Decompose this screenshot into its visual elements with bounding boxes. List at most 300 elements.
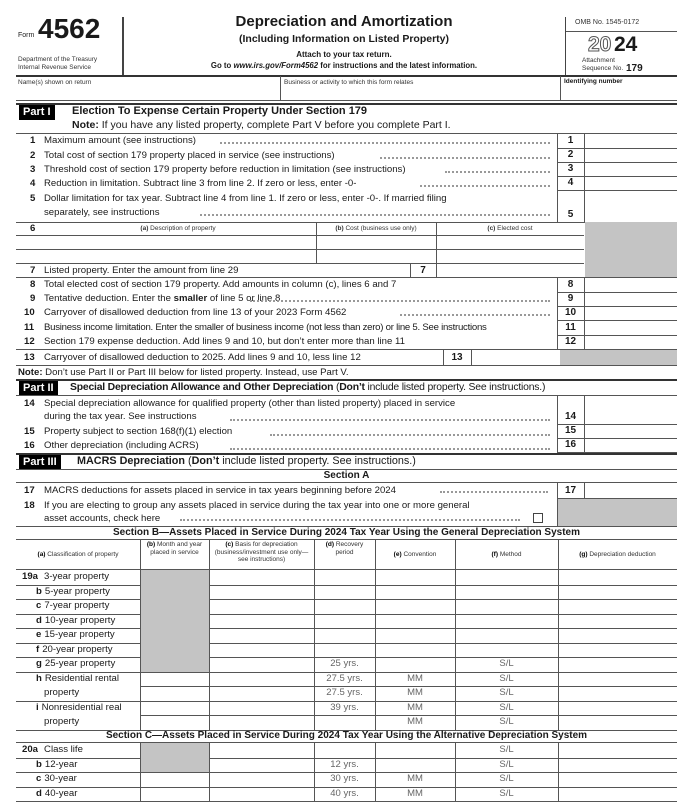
part-2-paren: (	[333, 382, 340, 393]
column-label: Depreciation deduction	[589, 551, 656, 558]
cell-divider	[314, 758, 315, 773]
line-10-rule	[557, 320, 677, 321]
depreciation-deduction-input[interactable]	[559, 686, 677, 701]
column-label: Recovery period	[335, 541, 364, 556]
depreciation-deduction-input[interactable]	[559, 657, 677, 672]
cell-divider	[455, 657, 456, 672]
row-convention: MM	[407, 701, 423, 713]
section-a-heading: Section A	[323, 470, 370, 481]
part-1-title: Election To Expense Certain Property Under Section 179	[72, 105, 368, 117]
shaded-cell	[141, 758, 209, 773]
depreciation-deduction-input[interactable]	[559, 787, 677, 802]
cell-divider	[314, 599, 315, 614]
line-1-amount-input[interactable]	[585, 135, 677, 148]
cell-divider	[209, 657, 210, 672]
row-id: d	[36, 614, 42, 626]
column-label: Convention	[403, 551, 437, 558]
row-method: S/L	[499, 701, 514, 713]
row-recovery-period: 27.5 yrs.	[326, 687, 363, 698]
row-id: c	[36, 600, 42, 611]
line-4-number: 4	[30, 178, 36, 189]
line-19-row-label	[36, 658, 115, 670]
line-3-amount-input[interactable]	[585, 163, 677, 176]
cell-divider	[314, 772, 315, 787]
line-19-row-label	[36, 600, 109, 612]
line-18-text: If you are electing to group any assets placed in service during the tax year into one or more general	[44, 500, 470, 511]
line-3-text: Threshold cost of section 179 property before reduction in limitation (see instructions)	[44, 164, 406, 175]
cell-divider	[375, 643, 376, 658]
row-id: b	[36, 585, 42, 597]
row-method: S/L	[499, 744, 514, 755]
column-divider	[375, 539, 376, 569]
cell-divider	[375, 628, 376, 643]
row-classification: 15-year property	[44, 629, 115, 640]
col-b-letter: (b)	[335, 225, 344, 232]
cell-divider	[455, 628, 456, 643]
col-c-letter: (c)	[487, 225, 496, 232]
row-recovery-period: 40 yrs.	[330, 787, 359, 799]
row-recovery-period: 39 yrs.	[330, 701, 359, 713]
line-16-amount-input[interactable]	[585, 439, 677, 452]
row-id: b	[36, 758, 42, 770]
row-classification: 7-year property	[44, 600, 110, 611]
line-6-cost-input-1[interactable]	[317, 236, 435, 249]
cell-divider	[140, 715, 141, 730]
sequence-number: 179	[626, 63, 643, 74]
line-20-row-label	[36, 788, 77, 800]
line-5-text: Dollar limitation for tax year. Subtract line 4 from line 1. If zero or less, enter -0-. If married filing	[44, 193, 447, 204]
cell-divider	[140, 599, 141, 614]
part-3-dont: Don’t	[191, 455, 220, 467]
row-convention: MM	[407, 773, 423, 784]
line-3-number: 3	[30, 164, 36, 175]
line-8-text: Total elected cost of section 179 property. Add amounts in column (c), lines 6 and 7	[44, 279, 397, 290]
part-2-dont: Don’t	[339, 382, 365, 393]
month-year-input[interactable]	[141, 787, 209, 802]
row-classification: Nonresidential real	[41, 701, 122, 713]
line-9-text-post: of line 5 or line 8	[207, 293, 281, 304]
line-10-number: 10	[24, 307, 35, 318]
basis-input[interactable]	[210, 743, 314, 758]
row-convention: MM	[407, 787, 423, 799]
row-id: 19a	[22, 571, 39, 582]
line-15-text: Property subject to section 168(f)(1) election	[44, 426, 233, 437]
depreciation-deduction-input[interactable]	[559, 628, 677, 643]
cell-divider	[140, 643, 141, 658]
basis-input[interactable]	[210, 599, 314, 614]
cell-divider	[558, 628, 559, 643]
cell-divider	[140, 772, 141, 787]
line-17-amount-input[interactable]	[585, 483, 677, 497]
form-number: 4562	[38, 13, 101, 44]
line13-bottom-rule	[16, 365, 677, 366]
cell-divider	[314, 715, 315, 730]
depreciation-deduction-input[interactable]	[559, 643, 677, 658]
line-14-number: 14	[24, 398, 35, 409]
line-6-elected-input-2[interactable]	[437, 250, 583, 263]
shaded-cell	[141, 657, 209, 672]
business-label: Business or activity to which this form relates	[284, 79, 414, 86]
row-classification: 10-year property	[44, 614, 116, 626]
cell-divider	[209, 758, 210, 773]
cell-divider	[140, 743, 141, 758]
leader-dots	[400, 306, 550, 316]
column-header-g	[558, 551, 677, 559]
line-18-text-2: asset accounts, check here	[44, 513, 161, 524]
cell-divider	[140, 758, 141, 773]
cell-divider	[140, 614, 141, 629]
row-classification: 40-year	[44, 787, 78, 799]
line-1-text: Maximum amount (see instructions)	[44, 135, 196, 146]
cell-divider	[455, 743, 456, 758]
depreciation-deduction-input[interactable]	[559, 672, 677, 687]
month-year-input[interactable]	[141, 715, 209, 730]
line-14-amount-input[interactable]	[585, 397, 677, 424]
row-recovery-period: 25 yrs.	[330, 658, 359, 669]
leader-dots	[380, 149, 550, 159]
shaded-cell	[141, 643, 209, 658]
leader-dots	[250, 292, 550, 302]
line6-top-rule	[16, 222, 584, 223]
basis-input[interactable]	[210, 772, 314, 787]
name-label: Name(s) shown on return	[18, 79, 92, 86]
line-7-text: Listed property. Enter the amount from line 29	[44, 265, 239, 276]
row-id: c	[36, 773, 42, 784]
header-rule	[16, 75, 677, 77]
line-12-amount-input[interactable]	[585, 336, 677, 349]
attach-instruction: Attach to your tax return.	[296, 50, 392, 59]
note-label: Note:	[72, 119, 99, 131]
line-8-amount-input[interactable]	[585, 279, 677, 292]
row-classification: Residential rental	[44, 672, 120, 684]
month-year-input[interactable]	[141, 686, 209, 701]
line-19-row-label	[22, 571, 109, 583]
column-letter: (g)	[579, 551, 588, 558]
cell-divider	[209, 628, 210, 643]
cell-divider	[314, 585, 315, 600]
cell-divider	[209, 570, 210, 585]
col-b-label: Cost (business use only)	[343, 225, 417, 232]
line-9-text-bold: smaller	[173, 293, 208, 304]
basis-input[interactable]	[210, 758, 314, 773]
depreciation-deduction-input[interactable]	[559, 743, 677, 758]
line-15-amount-input[interactable]	[585, 425, 677, 438]
shaded-area-line18	[558, 499, 677, 526]
form-title: Depreciation and Amortization	[235, 13, 453, 30]
note2-label: Note:	[18, 367, 43, 378]
cell-divider	[314, 672, 315, 687]
section-c-heading: Section C—Assets Placed in Service During 2024 Tax Year Using the Alternative Depreciation System	[105, 730, 588, 741]
line-6-cost-input-2[interactable]	[317, 250, 435, 263]
cell-divider	[375, 599, 376, 614]
line-3-box-number: 3	[567, 163, 574, 174]
line-19-row-label	[36, 644, 113, 656]
column-header-f	[455, 551, 558, 559]
cell-divider	[455, 758, 456, 773]
line-19-row-label	[44, 716, 79, 728]
id-row-rule	[16, 100, 677, 101]
cell-divider	[375, 657, 376, 672]
line-6-description-input-2[interactable]	[16, 250, 316, 263]
agency-line: Internal Revenue Service	[18, 64, 91, 71]
line-19-row-label	[44, 687, 79, 699]
line-11-box-number: 11	[565, 322, 576, 333]
basis-input[interactable]	[210, 686, 314, 701]
row-classification: Class life	[44, 744, 83, 755]
row-classification: 25-year property	[44, 658, 116, 669]
line-12-text: Section 179 expense deduction. Add lines 9 and 10, but don’t enter more than line 11	[44, 336, 405, 347]
col-c-label: Elected cost	[495, 225, 533, 232]
line-6-number: 6	[30, 223, 36, 234]
shaded-area-line13	[560, 350, 677, 365]
group-assets-checkbox[interactable]	[533, 513, 543, 523]
depreciation-deduction-input[interactable]	[559, 758, 677, 773]
depreciation-deduction-input[interactable]	[559, 570, 677, 585]
cell-divider	[455, 643, 456, 658]
cell-divider	[455, 701, 456, 716]
basis-input[interactable]	[210, 701, 314, 716]
column-header-c	[209, 541, 314, 564]
cell-divider	[375, 715, 376, 730]
cell-divider	[209, 686, 210, 701]
line-13-text: Carryover of disallowed deduction to 2025. Add lines 9 and 10, less line 12	[44, 352, 361, 363]
section-b-heading: Section B—Assets Placed in Service During 2024 Tax Year Using the General Depreciation System	[112, 527, 581, 538]
month-year-input[interactable]	[141, 672, 209, 687]
line-17-number: 17	[24, 485, 35, 496]
cell-divider	[455, 787, 456, 802]
line-13-box-number: 13	[451, 352, 463, 363]
cell-divider	[140, 686, 141, 701]
cell-divider	[375, 743, 376, 758]
irs-url-link[interactable]: www.irs.gov/Form4562	[233, 61, 319, 70]
depreciation-deduction-input[interactable]	[559, 701, 677, 716]
line-10-amount-input[interactable]	[585, 307, 677, 320]
part-2-title	[70, 381, 545, 394]
line-10-text: Carryover of disallowed deduction from line 13 of your 2023 Form 4562	[44, 307, 347, 318]
line-19-row-label	[36, 629, 115, 641]
shaded-cell	[141, 585, 209, 600]
cell-divider	[558, 585, 559, 600]
line-11-amount-input[interactable]	[585, 322, 677, 335]
row-id: h	[36, 672, 42, 684]
cell-divider	[558, 758, 559, 773]
leader-dots	[230, 440, 550, 450]
cell-divider	[140, 628, 141, 643]
line-2-text: Total cost of section 179 property placed in service (see instructions)	[44, 150, 335, 161]
cell-divider	[455, 686, 456, 701]
cell-divider	[455, 614, 456, 629]
basis-input[interactable]	[210, 643, 314, 658]
cell-divider	[455, 715, 456, 730]
row-classification: 12-year	[44, 758, 78, 770]
cell-divider	[140, 701, 141, 716]
cell-divider	[558, 614, 559, 629]
month-year-input[interactable]	[141, 701, 209, 716]
column-label: Method	[499, 551, 522, 558]
cell-divider	[209, 672, 210, 687]
line-17-box-number: 17	[564, 485, 577, 496]
omb-number: OMB No. 1545-0172	[575, 19, 640, 26]
line-7-amount-input[interactable]	[437, 264, 583, 277]
basis-input[interactable]	[210, 628, 314, 643]
row-id: i	[36, 701, 39, 713]
line-2-box-number: 2	[567, 149, 574, 160]
depreciation-deduction-input[interactable]	[559, 599, 677, 614]
row-id: d	[36, 787, 42, 799]
line-12-box-number: 12	[564, 336, 577, 347]
cell-divider	[375, 614, 376, 629]
shaded-cell	[141, 628, 209, 643]
col-a-letter: (a)	[140, 225, 149, 232]
row-method: S/L	[499, 716, 514, 727]
depreciation-deduction-input[interactable]	[559, 772, 677, 787]
line-20-row-label	[36, 759, 77, 771]
line-13-amount-input[interactable]	[472, 351, 560, 364]
cell-divider	[558, 743, 559, 758]
row-recovery-period: 27.5 yrs.	[326, 672, 363, 684]
row-classification: 30-year	[44, 773, 77, 784]
leader-dots	[445, 163, 550, 173]
shaded-cell	[141, 743, 209, 758]
cell-divider	[558, 570, 559, 585]
cell-divider	[375, 672, 376, 687]
line-15-number: 15	[24, 426, 35, 437]
cell-divider	[375, 772, 376, 787]
line-18-leader-dots	[180, 511, 520, 521]
column-letter: (b)	[146, 541, 156, 548]
line-16-box-number: 16	[564, 439, 577, 450]
basis-input[interactable]	[210, 672, 314, 687]
column-letter: (f)	[491, 551, 498, 558]
column-label: Month and year placed in service	[150, 541, 203, 556]
cell-divider	[375, 570, 376, 585]
cell-divider	[209, 643, 210, 658]
cell-divider	[140, 570, 141, 585]
basis-input[interactable]	[210, 787, 314, 802]
business-field[interactable]	[281, 87, 559, 99]
month-year-input[interactable]	[141, 772, 209, 787]
note2-text: Don’t use Part II or Part III below for listed property. Instead, use Part V.	[42, 367, 349, 378]
basis-input[interactable]	[210, 715, 314, 730]
row-id: f	[36, 643, 40, 655]
line-4-amount-input[interactable]	[585, 177, 677, 190]
omb-divider	[566, 31, 677, 32]
line-9-box-number: 9	[567, 293, 574, 304]
column-letter: (a)	[37, 551, 46, 558]
cell-divider	[375, 686, 376, 701]
cell-divider	[209, 715, 210, 730]
cell-divider	[455, 570, 456, 585]
shaded-cell	[141, 614, 209, 629]
part-3-title-main: MACRS Depreciation	[77, 455, 185, 467]
depreciation-deduction-input[interactable]	[559, 614, 677, 629]
row-method: S/L	[499, 672, 514, 684]
line-10-box-number: 10	[564, 307, 577, 318]
depreciation-deduction-input[interactable]	[559, 715, 677, 730]
section-a-rule	[16, 482, 677, 483]
cell-divider	[455, 585, 456, 600]
line-14-box-number: 14	[564, 411, 577, 422]
line-4-text: Reduction in limitation. Subtract line 3 from line 2. If zero or less, enter -0-	[44, 178, 357, 189]
row-id: 20a	[22, 744, 39, 755]
identifying-number-label: Identifying number	[564, 78, 623, 85]
row-method: S/L	[499, 773, 514, 784]
line-9-number: 9	[30, 293, 36, 304]
row-method: S/L	[499, 787, 514, 799]
row-method: S/L	[499, 658, 514, 669]
note-text: If you have any listed property, complete Part V before you complete Part I.	[98, 119, 451, 131]
cell-divider	[209, 614, 210, 629]
row-classification: 20-year property	[42, 643, 113, 655]
basis-input[interactable]	[210, 585, 314, 600]
cell-divider	[375, 701, 376, 716]
basis-input[interactable]	[210, 570, 314, 585]
cell-divider	[558, 772, 559, 787]
line-12-number: 12	[24, 336, 35, 347]
line-6-col-c-header	[436, 225, 584, 232]
identifying-number-field[interactable]	[561, 87, 677, 99]
cell-divider	[558, 701, 559, 716]
line-2-amount-input[interactable]	[585, 149, 677, 162]
line-5-amount-input[interactable]	[585, 191, 677, 222]
basis-input[interactable]	[210, 614, 314, 629]
line-6-col-b-header	[316, 225, 436, 232]
line-19-row-label	[36, 702, 122, 714]
name-field[interactable]	[16, 87, 279, 99]
cell-divider	[455, 772, 456, 787]
part-2-header-rule	[16, 395, 677, 396]
line-20-row-label	[36, 773, 77, 785]
column-header-d	[314, 541, 375, 556]
line-16-text: Other depreciation (including ACRS)	[44, 440, 199, 451]
cell-divider	[558, 643, 559, 658]
row-convention: MM	[407, 672, 423, 684]
leader-dots	[270, 426, 550, 436]
line6-vline-1	[316, 222, 317, 263]
cell-divider	[209, 772, 210, 787]
line-6-elected-input-1[interactable]	[437, 236, 583, 249]
basis-input[interactable]	[210, 657, 314, 672]
column-header-e	[375, 551, 455, 559]
cell-divider	[314, 643, 315, 658]
line-6-col-a-header	[40, 225, 316, 232]
line-14-text-2: during the tax year. See instructions	[44, 411, 197, 422]
cell-divider	[558, 657, 559, 672]
part-3-title-rest: include listed property. See instructions.)	[219, 455, 416, 467]
line-18-number: 18	[24, 500, 35, 511]
column-divider	[558, 539, 559, 569]
line-6-description-input-1[interactable]	[16, 236, 316, 249]
line-1-number: 1	[30, 135, 36, 146]
cell-divider	[558, 672, 559, 687]
goto-suffix: for instructions and the latest information.	[318, 61, 478, 70]
depreciation-deduction-input[interactable]	[559, 585, 677, 600]
line-17-text: MACRS deductions for assets placed in service in tax years beginning before 2024	[44, 485, 396, 496]
part-2-title-rest: include listed property. See instructions.)	[364, 382, 546, 393]
part-1-note	[72, 119, 451, 132]
line-9-amount-input[interactable]	[585, 293, 677, 306]
column-label: Classification of property	[47, 551, 119, 558]
column-letter: (c)	[225, 541, 234, 548]
section-b-rule	[16, 539, 677, 540]
cell-divider	[209, 787, 210, 802]
goto-prefix: Go to	[210, 61, 234, 70]
part-1-label: Part I	[19, 105, 55, 120]
cell-divider	[209, 599, 210, 614]
cell-divider	[140, 585, 141, 600]
year-bold: 24	[614, 33, 638, 56]
part-3-title	[77, 455, 416, 468]
